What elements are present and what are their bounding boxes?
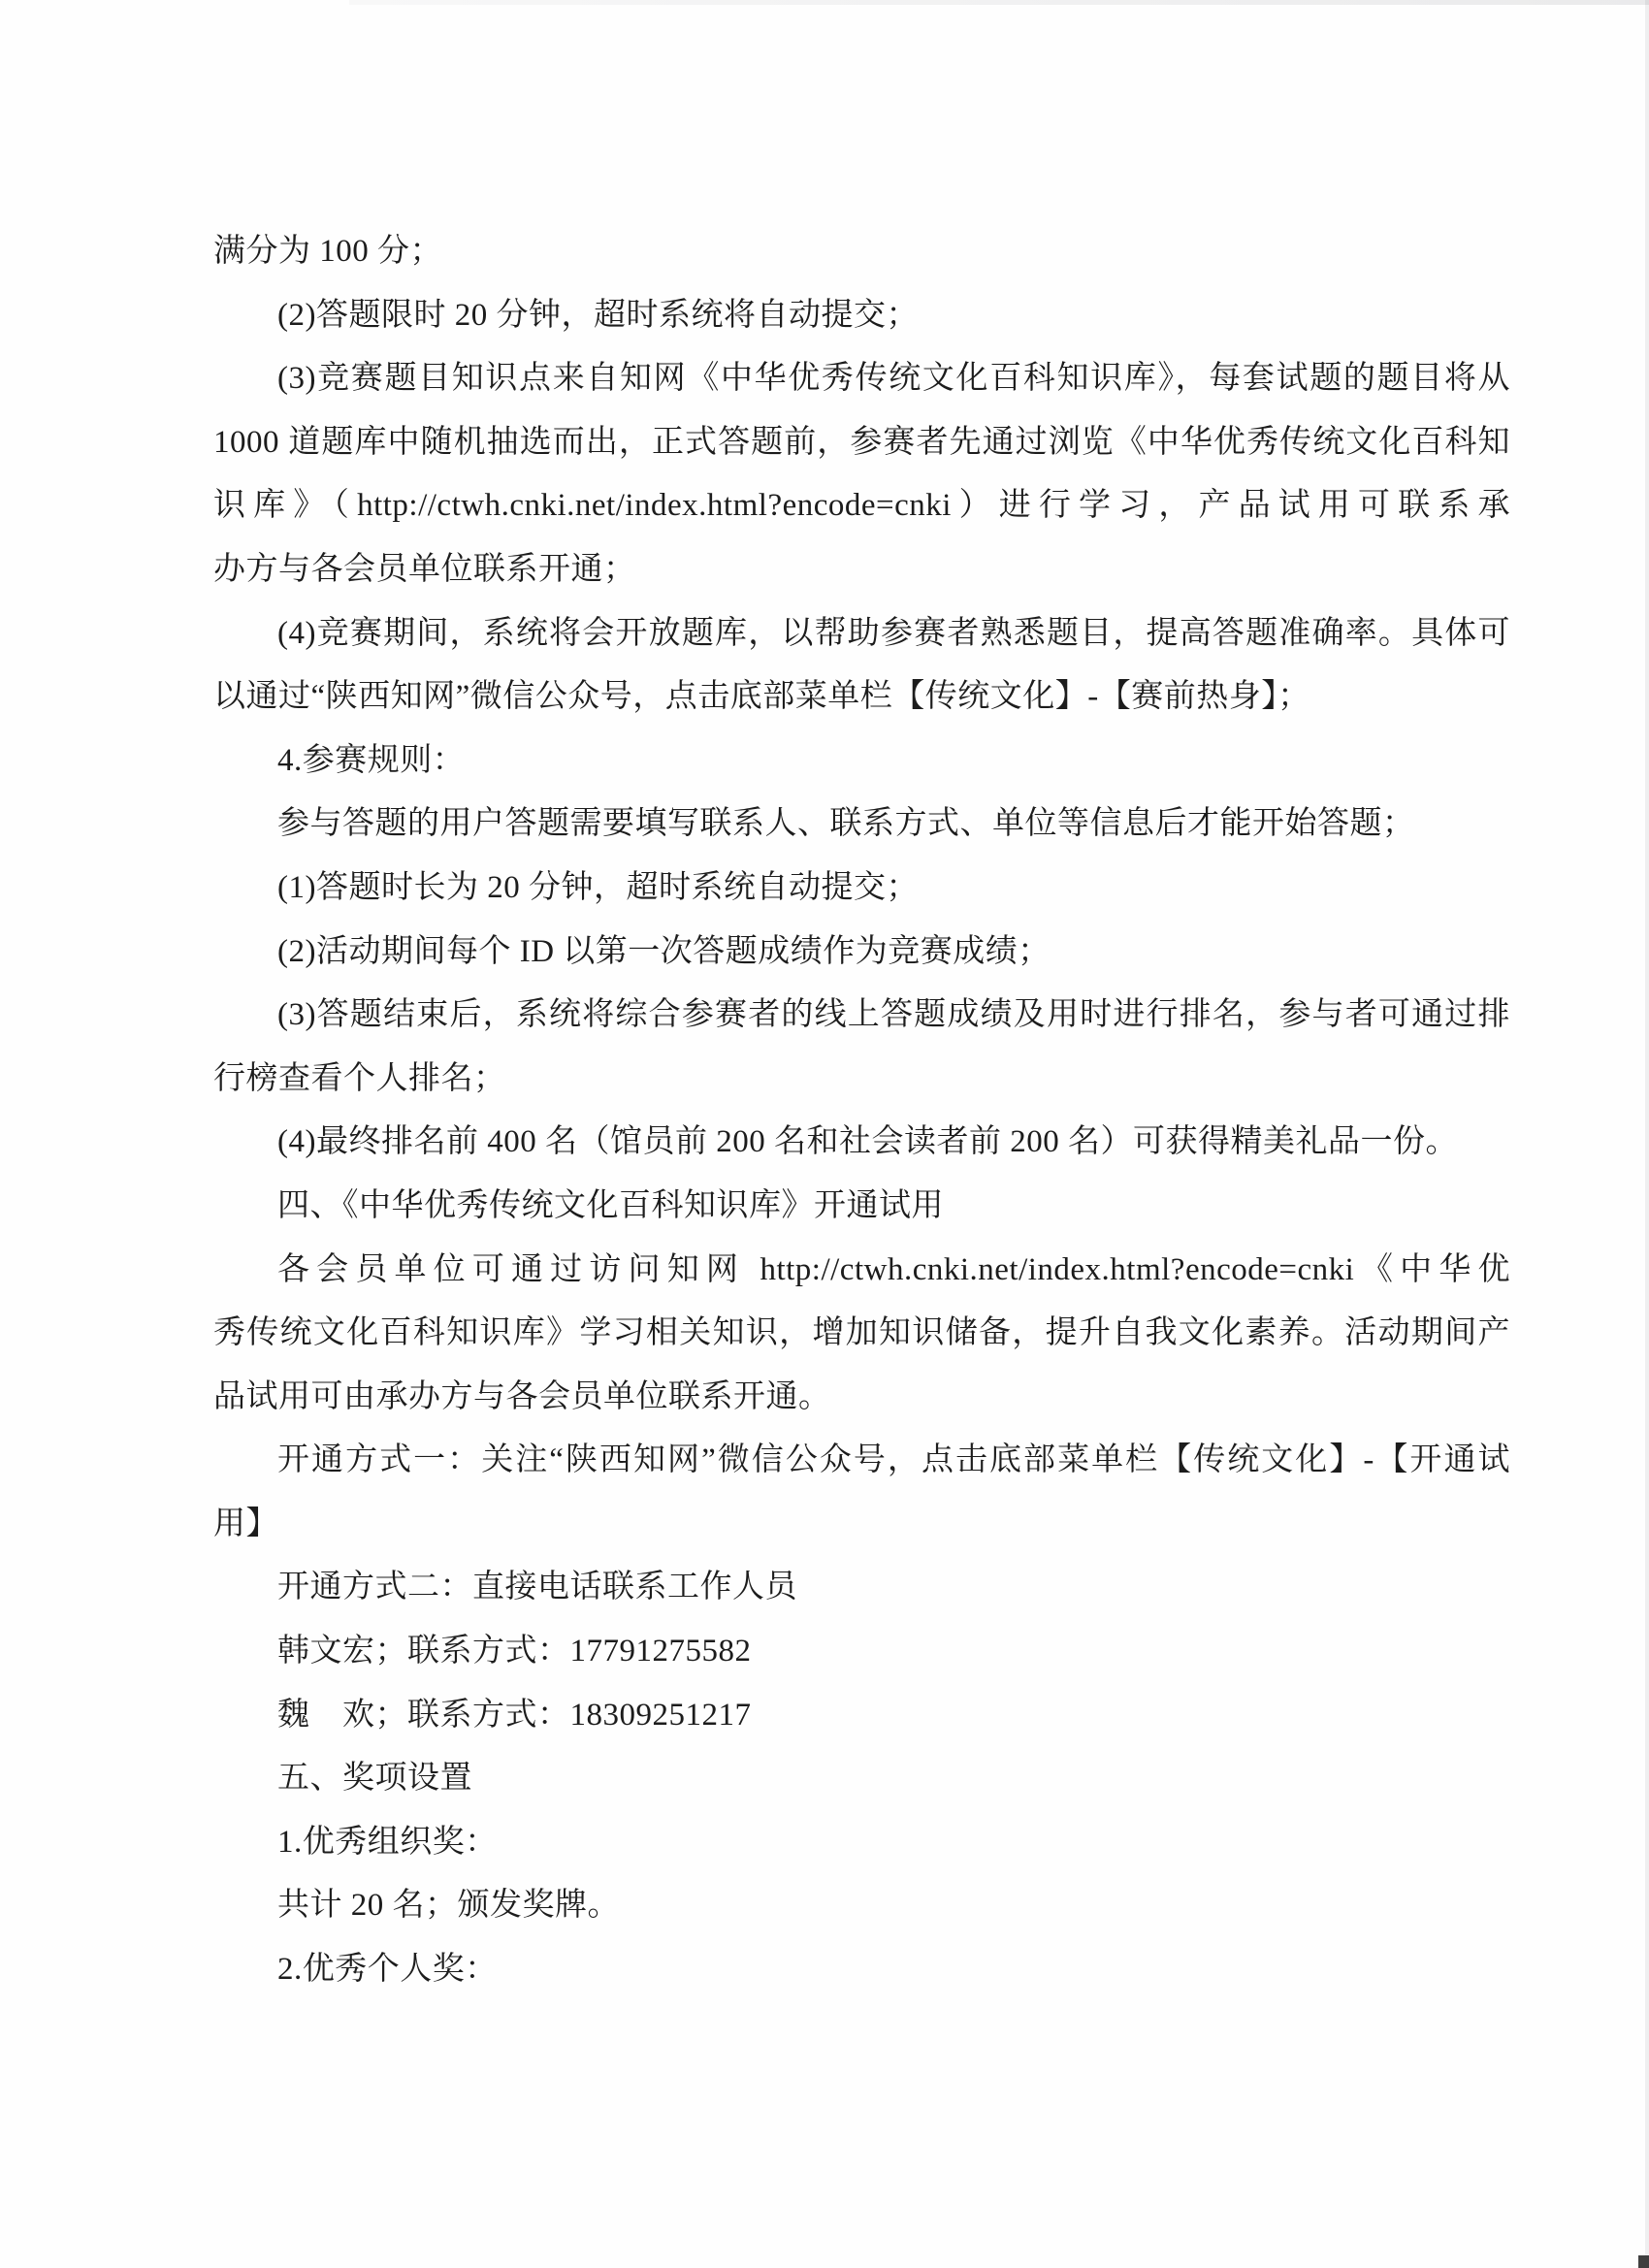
doc-line: 开通方式一：关注“陕西知网”微信公众号，点击底部菜单栏【传统文化】-【开通试 <box>277 1442 1510 1478</box>
doc-line: 以通过“陕西知网”微信公众号，点击底部菜单栏【传统文化】-【赛前热身】； <box>213 679 1310 715</box>
doc-line: (2)活动期间每个 ID 以第一次答题成绩作为竞赛成绩； <box>277 933 1051 969</box>
doc-line-url: 识库》（http://ctwh.cnki.net/index.html?encode=cnki）进行学习，产品试用可联系承 <box>213 488 1510 524</box>
contact-line: 魏 欢；联系方式：18309251217 <box>277 1697 752 1733</box>
doc-line: (1)答题时长为 20 分钟，超时系统自动提交； <box>277 869 919 905</box>
scan-right-edge-artifact <box>1645 0 1649 2268</box>
rules-heading: 4.参赛规则： <box>277 742 466 778</box>
doc-line: 1000 道题库中随机抽选而出，正式答题前，参赛者先通过浏览《中华优秀传统文化百科知 <box>213 424 1510 460</box>
doc-line: 行榜查看个人排名； <box>213 1060 506 1096</box>
document-text-block <box>213 220 1510 2002</box>
section-five-heading: 五、奖项设置 <box>277 1761 472 1797</box>
doc-line: 开通方式二：直接电话联系工作人员 <box>277 1570 797 1605</box>
section-four-heading: 四、《中华优秀传统文化百科知识库》开通试用 <box>277 1187 944 1223</box>
doc-line: (4)竞赛期间，系统将会开放题库，以帮助参赛者熟悉题目，提高答题准确率。具体可 <box>277 615 1510 651</box>
award-heading: 1.优秀组织奖： <box>277 1824 498 1860</box>
doc-line: (3)竞赛题目知识点来自知网《中华优秀传统文化百科知识库》，每套试题的题目将从 <box>277 361 1510 397</box>
scan-corner-artifact <box>1638 2255 1649 2268</box>
doc-line: (2)答题限时 20 分钟，超时系统将自动提交； <box>277 297 919 333</box>
doc-line: 共计 20 名；颁发奖牌。 <box>277 1888 620 1924</box>
doc-line: 办方与各会员单位联系开通； <box>213 551 636 587</box>
award-heading: 2.优秀个人奖： <box>277 1952 498 1988</box>
doc-line: (3)答题结束后，系统将综合参赛者的线上答题成绩及用时进行排名，参与者可通过排 <box>277 997 1510 1033</box>
contact-line: 韩文宏；联系方式：17791275582 <box>277 1634 752 1669</box>
scan-top-edge-artifact <box>349 0 1649 5</box>
doc-line: 满分为 100 分； <box>213 234 442 269</box>
doc-line: (4)最终排名前 400 名（馆员前 200 名和社会读者前 200 名）可获得精美礼品一份。 <box>277 1124 1458 1160</box>
doc-line: 参与答题的用户答题需要填写联系人、联系方式、单位等信息后才能开始答题； <box>277 806 1415 842</box>
doc-line-url: 各会员单位可通过访问知网 http://ctwh.cnki.net/index.html?encode=cnki《中华优 <box>277 1251 1510 1287</box>
doc-line: 用】 <box>213 1506 278 1541</box>
doc-line: 品试用可由承办方与各会员单位联系开通。 <box>213 1378 831 1414</box>
doc-line: 秀传统文化百科知识库》学习相关知识，增加知识储备，提升自我文化素养。活动期间产 <box>213 1315 1510 1351</box>
